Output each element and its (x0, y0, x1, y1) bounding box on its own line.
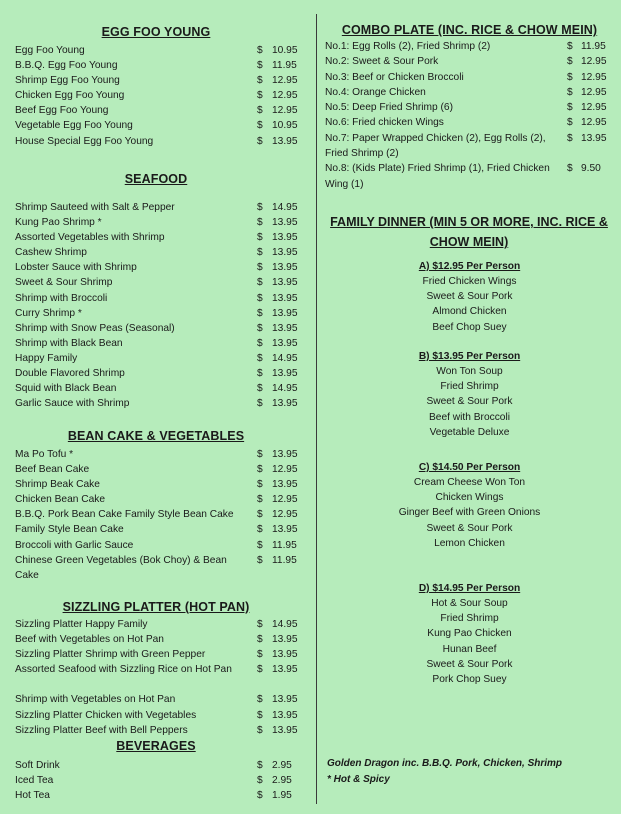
item-list (0, 43, 312, 149)
menu-item-price: 12.95 (581, 102, 607, 114)
currency-symbol: $ (257, 775, 263, 787)
menu-item-price: 12.95 (272, 494, 298, 506)
menu-item-name: Soft Drink (15, 760, 60, 771)
egg-foo-young-section (0, 24, 312, 149)
menu-item-row (0, 708, 312, 723)
menu-item-row (0, 647, 312, 662)
package-item: Kung Pao Chicken (427, 628, 512, 640)
currency-symbol: $ (257, 90, 263, 102)
menu-item-name: No.3: Beef or Chicken Broccoli (325, 71, 464, 83)
menu-item-name: Squid with Black Bean (15, 383, 117, 395)
currency-symbol: $ (257, 694, 263, 706)
package-item: Won Ton Soup (436, 366, 503, 377)
menu-item-price: 12.95 (272, 105, 298, 117)
section-heading: SEAFOOD (124, 172, 188, 186)
menu-item-price: 13.95 (272, 449, 298, 460)
currency-symbol: $ (257, 262, 263, 274)
package-item: Almond Chicken (432, 306, 507, 318)
menu-item-price: 13.95 (272, 232, 298, 244)
menu-item-name: Cashew Shrimp (15, 247, 87, 259)
currency-symbol: $ (257, 760, 263, 771)
package-item: Lemon Chicken (434, 537, 505, 549)
menu-footer-notes (327, 756, 562, 787)
menu-item-row (0, 103, 312, 118)
package-item: Sweet & Sour Pork (426, 658, 513, 670)
menu-item-price: 2.95 (272, 775, 292, 787)
menu-item-name: Chicken Bean Cake (15, 494, 106, 506)
menu-item-price: 11.95 (581, 41, 606, 52)
currency-symbol: $ (257, 277, 263, 289)
menu-item-price: 13.95 (272, 664, 298, 676)
currency-symbol: $ (257, 232, 263, 244)
menu-item-price: 14.95 (272, 383, 298, 395)
currency-symbol: $ (257, 649, 263, 661)
package-item: Hunan Beef (442, 643, 497, 655)
currency-symbol: $ (257, 135, 263, 147)
menu-item-name: House Special Egg Foo Young (15, 135, 154, 147)
menu-item-name: Chinese Green Vegetables (Bok Choy) & Bean Cake (15, 554, 227, 581)
package-item: Chicken Wings (435, 492, 504, 504)
menu-item-row (0, 462, 312, 477)
menu-item-row (0, 260, 312, 275)
menu-item-row (0, 200, 312, 215)
menu-item-price: 12.95 (581, 117, 607, 129)
menu-item-row (0, 553, 312, 583)
menu-item-name: Shrimp Sauteed with Salt & Pepper (15, 202, 175, 213)
menu-item-name: Garlic Sauce with Shrimp (15, 398, 130, 410)
menu-item-row (0, 73, 312, 88)
package-d (318, 581, 621, 687)
currency-symbol: $ (257, 524, 263, 536)
menu-item-name: Shrimp Beak Cake (15, 479, 100, 491)
menu-item-name: Curry Shrimp * (15, 307, 82, 319)
menu-item-price: 13.95 (272, 479, 298, 491)
menu-item-name: No.8: (Kids Plate) Fried Shrimp (1), Fried Chicken Wing (1) (325, 163, 550, 190)
menu-item-price: 13.95 (272, 322, 298, 334)
menu-item-row (0, 492, 312, 507)
column-divider (316, 14, 317, 804)
menu-item-price: 2.95 (272, 760, 292, 771)
menu-item-row (318, 161, 621, 192)
currency-symbol: $ (257, 383, 263, 395)
menu-item-row (0, 617, 312, 632)
menu-item-price: 10.95 (272, 120, 298, 132)
currency-symbol: $ (567, 132, 573, 144)
menu-item-row (0, 275, 312, 290)
menu-item-row (0, 522, 312, 537)
currency-symbol: $ (257, 217, 263, 229)
package-item: Fried Shrimp (440, 381, 499, 393)
menu-item-row (0, 723, 312, 738)
currency-symbol: $ (257, 352, 263, 364)
menu-item-price: 12.95 (272, 75, 298, 87)
menu-item-name: Beef with Vegetables on Hot Pan (15, 634, 164, 646)
footer-note-hot-spicy: * Hot & Spicy (327, 773, 390, 785)
menu-item-price: 9.50 (581, 163, 601, 175)
menu-item-name: Assorted Seafood with Sizzling Rice on Hot Pan (15, 664, 232, 676)
menu-item-name: Shrimp with Vegetables on Hot Pan (15, 694, 176, 706)
menu-item-row (318, 54, 621, 69)
menu-item-name: Egg Foo Young (15, 45, 85, 56)
item-list (0, 758, 312, 803)
menu-item-price: 14.95 (272, 352, 298, 364)
menu-item-price: 12.95 (272, 509, 298, 521)
menu-item-price: 13.95 (272, 217, 298, 229)
menu-item-row (0, 336, 312, 351)
menu-item-row (0, 396, 312, 411)
currency-symbol: $ (257, 202, 263, 213)
currency-symbol: $ (257, 398, 263, 410)
menu-item-row (318, 70, 621, 85)
menu-item-name: B.B.Q. Pork Bean Cake Family Style Bean Cake (15, 509, 234, 521)
menu-item-name: No.1: Egg Rolls (2), Fried Shrimp (2) (325, 41, 491, 52)
currency-symbol: $ (257, 634, 263, 646)
menu-item-name: Hot Tea (15, 790, 50, 802)
currency-symbol: $ (567, 86, 573, 98)
currency-symbol: $ (257, 664, 263, 676)
section-heading: EGG FOO YOUNG (101, 25, 211, 39)
currency-symbol: $ (257, 709, 263, 721)
package-item: Pork Chop Suey (432, 674, 507, 686)
menu-item-price: 13.95 (272, 634, 298, 646)
menu-item-price: 13.95 (272, 694, 298, 706)
menu-item-price: 13.95 (272, 262, 298, 274)
currency-symbol: $ (257, 509, 263, 521)
package-title: C) $14.50 Per Person (418, 462, 521, 473)
currency-symbol: $ (257, 45, 263, 56)
menu-item-name: No.5: Deep Fried Shrimp (6) (325, 102, 453, 114)
menu-item-row (318, 131, 621, 162)
menu-item-row (0, 351, 312, 366)
section-heading: FAMILY DINNER (MIN 5 OR MORE, INC. RICE & CHOW MEIN) (330, 215, 608, 249)
menu-item-price: 13.95 (272, 277, 298, 289)
menu-item-name: Shrimp Egg Foo Young (15, 75, 120, 87)
package-b (318, 349, 621, 440)
package-title: D) $14.95 Per Person (418, 583, 521, 594)
menu-item-row (0, 662, 312, 692)
menu-item-row (0, 381, 312, 396)
package-item: Cream Cheese Won Ton (413, 477, 526, 488)
menu-item-row (0, 477, 312, 492)
menu-item-name: No.2: Sweet & Sour Pork (325, 56, 439, 68)
section-heading: SIZZLING PLATTER (HOT PAN) (62, 600, 250, 614)
menu-item-price: 12.95 (272, 90, 298, 102)
item-list (0, 447, 312, 583)
package-item: Sweet & Sour Pork (426, 396, 513, 408)
menu-item-price: 13.95 (272, 307, 298, 319)
menu-item-row (0, 88, 312, 103)
menu-item-name: Kung Pao Shrimp * (15, 217, 102, 229)
menu-item-row (0, 692, 312, 707)
menu-item-name: Happy Family (15, 352, 78, 364)
menu-item-row (0, 43, 312, 58)
menu-item-price: 10.95 (272, 45, 298, 56)
menu-item-price: 11.95 (272, 539, 297, 551)
menu-item-row (0, 538, 312, 553)
menu-item-row (0, 758, 312, 773)
currency-symbol: $ (257, 539, 263, 551)
menu-item-price: 14.95 (272, 619, 298, 630)
currency-symbol: $ (257, 60, 263, 72)
menu-item-name: B.B.Q. Egg Foo Young (15, 60, 118, 72)
menu-item-row (0, 245, 312, 260)
menu-item-row (0, 58, 312, 73)
family-dinner-section (318, 212, 621, 252)
currency-symbol: $ (257, 322, 263, 334)
package-item: Sweet & Sour Pork (426, 522, 513, 534)
currency-symbol: $ (257, 724, 263, 736)
menu-item-name: Double Flavored Shrimp (15, 368, 125, 380)
currency-symbol: $ (257, 105, 263, 117)
menu-item-name: Family Style Bean Cake (15, 524, 124, 536)
menu-item-price: 13.95 (272, 724, 298, 736)
menu-item-name: No.4: Orange Chicken (325, 86, 426, 98)
menu-item-name: Shrimp with Snow Peas (Seasonal) (15, 322, 175, 334)
currency-symbol: $ (257, 479, 263, 491)
menu-item-row (0, 118, 312, 133)
menu-item-price: 13.95 (272, 368, 298, 380)
menu-item-name: Sizzling Platter Shrimp with Green Pepper (15, 649, 206, 661)
menu-item-row (0, 773, 312, 788)
beverages-section (0, 738, 312, 803)
currency-symbol: $ (257, 464, 263, 476)
currency-symbol: $ (257, 120, 263, 132)
bean-cake-section (0, 428, 312, 583)
menu-item-name: Chicken Egg Foo Young (15, 90, 125, 102)
currency-symbol: $ (257, 619, 263, 630)
menu-item-price: 14.95 (272, 202, 298, 213)
package-a (318, 259, 621, 335)
menu-item-name: Iced Tea (15, 775, 54, 787)
package-item: Hot & Sour Soup (431, 598, 508, 609)
currency-symbol: $ (257, 449, 263, 460)
menu-item-name: No.7: Paper Wrapped Chicken (2), Egg Rolls (2), Fried Shrimp (2) (325, 132, 546, 160)
seafood-section (0, 171, 312, 411)
menu-item-price: 13.95 (272, 247, 298, 259)
menu-item-row (0, 788, 312, 803)
menu-item-row (0, 321, 312, 336)
section-heading: BEVERAGES (116, 739, 196, 753)
item-list (0, 617, 312, 738)
menu-item-row (0, 507, 312, 522)
currency-symbol: $ (567, 56, 573, 68)
currency-symbol: $ (567, 41, 573, 52)
currency-symbol: $ (257, 337, 263, 349)
menu-item-price: 13.95 (272, 292, 298, 304)
menu-item-price: 12.95 (581, 86, 607, 98)
menu-item-row (318, 115, 621, 130)
menu-item-name: Ma Po Tofu * (15, 449, 74, 460)
currency-symbol: $ (257, 368, 263, 380)
menu-item-name: Beef Egg Foo Young (15, 105, 109, 117)
section-heading: BEAN CAKE & VEGETABLES (67, 429, 245, 443)
menu-item-name: Vegetable Egg Foo Young (15, 120, 133, 132)
menu-item-price: 13.95 (272, 398, 298, 410)
menu-item-row (0, 215, 312, 230)
menu-item-row (318, 100, 621, 115)
currency-symbol: $ (567, 102, 573, 114)
footer-note-golden-dragon: Golden Dragon inc. B.B.Q. Pork, Chicken, Shrimp (327, 758, 563, 769)
menu-item-name: Shrimp with Broccoli (15, 292, 108, 304)
package-item: Vegetable Deluxe (429, 426, 510, 438)
currency-symbol: $ (257, 494, 263, 506)
menu-item-row (0, 447, 312, 462)
package-title: A) $12.95 Per Person (418, 261, 521, 272)
menu-item-name: Beef Bean Cake (15, 464, 90, 476)
sizzling-section (0, 599, 312, 738)
package-item: Sweet & Sour Pork (426, 291, 513, 303)
menu-item-name: No.6: Fried chicken Wings (325, 117, 444, 129)
menu-item-price: 13.95 (272, 524, 298, 536)
package-title: B) $13.95 Per Person (418, 351, 521, 362)
currency-symbol: $ (257, 75, 263, 87)
package-c (318, 460, 621, 551)
package-item: Fried Chicken Wings (422, 276, 517, 287)
menu-item-row (0, 291, 312, 306)
currency-symbol: $ (257, 247, 263, 259)
package-item: Fried Shrimp (440, 613, 499, 625)
menu-item-price: 11.95 (272, 554, 297, 566)
currency-symbol: $ (567, 163, 573, 175)
menu-item-price: 11.95 (272, 60, 297, 72)
menu-item-price: 1.95 (272, 790, 292, 802)
currency-symbol: $ (257, 790, 263, 802)
combo-plate-section (318, 22, 621, 192)
menu-item-row (0, 134, 312, 149)
menu-item-name: Sizzling Platter Chicken with Vegetables (15, 709, 197, 721)
menu-item-price: 13.95 (272, 135, 298, 147)
menu-item-row (0, 366, 312, 381)
package-item: Beef Chop Suey (432, 321, 507, 333)
currency-symbol: $ (257, 307, 263, 319)
menu-item-row (318, 39, 621, 54)
currency-symbol: $ (257, 554, 263, 566)
menu-item-name: Sizzling Platter Happy Family (15, 619, 148, 630)
section-heading: COMBO PLATE (INC. RICE & CHOW MEIN) (341, 23, 598, 37)
menu-item-price: 13.95 (272, 709, 298, 721)
menu-item-price: 13.95 (581, 132, 607, 144)
menu-item-name: Broccoli with Garlic Sauce (15, 539, 134, 551)
menu-item-name: Assorted Vegetables with Shrimp (15, 232, 165, 244)
menu-item-price: 12.95 (581, 56, 607, 68)
menu-item-name: Sweet & Sour Shrimp (15, 277, 113, 289)
menu-item-row (0, 230, 312, 245)
menu-item-name: Shrimp with Black Bean (15, 337, 123, 349)
menu-item-price: 13.95 (272, 649, 298, 661)
currency-symbol: $ (257, 292, 263, 304)
menu-item-price: 13.95 (272, 337, 298, 349)
menu-item-row (0, 632, 312, 647)
currency-symbol: $ (567, 71, 573, 83)
currency-symbol: $ (567, 117, 573, 129)
package-item: Beef with Broccoli (429, 411, 510, 423)
package-item: Ginger Beef with Green Onions (398, 507, 541, 519)
menu-item-row (0, 306, 312, 321)
item-list (318, 39, 621, 192)
menu-item-name: Lobster Sauce with Shrimp (15, 262, 137, 274)
menu-item-row (318, 85, 621, 100)
menu-item-price: 12.95 (581, 71, 607, 83)
item-list (0, 200, 312, 411)
menu-item-price: 12.95 (272, 464, 298, 476)
menu-item-name: Sizzling Platter Beef with Bell Peppers (15, 724, 188, 736)
